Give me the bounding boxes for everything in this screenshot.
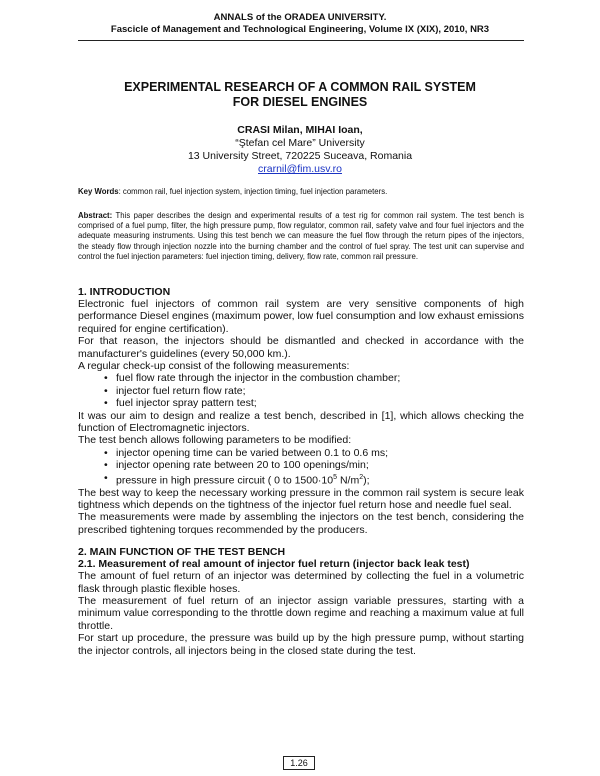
page-number: 1.26 (283, 756, 315, 770)
intro-paragraph-6: The best way to keep the necessary working pressure in the common rail system is secure leak tightness which depends on the tightness of the injector fuel return hose and needle fuel seal. (78, 486, 524, 511)
list-item: • fuel flow rate through the injector in the combustion chamber; (116, 372, 524, 384)
paper-title-line2: FOR DIESEL ENGINES (232, 95, 368, 109)
pressure-text-mid: N/m (337, 474, 360, 487)
author-address: 13 University Street, 720225 Suceava, Romania (187, 150, 413, 162)
pressure-text-post: ); (363, 474, 370, 487)
paper-title-line1: EXPERIMENTAL RESEARCH OF A COMMON RAIL SYSTEM (124, 80, 476, 94)
list-item: • fuel injector spray pattern test; (116, 397, 524, 409)
list-item: • injector opening time can be varied between 0.1 to 0.6 ms; (116, 447, 524, 459)
section2-paragraph-3: For start up procedure, the pressure was build up by the high pressure pump, without starting the injector controls, all injectors being in the closed state during the test. (78, 632, 524, 657)
intro-paragraph-7: The measurements were made by assembling the injectors on the test bench, considering the prescribed tightening torques recommended by the producers. (78, 511, 524, 536)
keywords-text: : common rail, fuel injection system, injection timing, fuel injection parameters. (118, 187, 388, 196)
abstract-text: This paper describes the design and experimental results of a test rig for common rail system. The test bench is comprised of a fuel pump, filter, the high pressure pump, flow regulator, common rail, safety valve and four fuel injectors and the adequate measuring instruments. Using this test bench we can measure the fuel flow through the return pipes of the injectors, the steady flow through injection nozzle into the burning chamber and the control of fuel spray. The test unit can supervise and control the fuel injection parameters: fuel injection timing, delivery, flow rate, common rail pressure. (78, 211, 524, 261)
author-names: CRASI Milan, MIHAI Ioan, (237, 124, 363, 136)
parameter-list (78, 447, 524, 487)
author-affiliation: “Ştefan cel Mare” University (235, 137, 365, 149)
intro-paragraph-5: The test bench allows following parameters to be modified: (78, 434, 352, 447)
measurement-list (78, 372, 524, 409)
area-exponent: 2 (359, 473, 364, 481)
abstract-label: Abstract: (78, 211, 113, 220)
journal-header-line2: Fascicle of Management and Technological Engineering, Volume IX (XIX), 2010, NR3 (110, 24, 490, 35)
intro-paragraph-3: A regular check-up consist of the following measurements: (78, 360, 350, 373)
section-heading-main-function: 2. MAIN FUNCTION OF THE TEST BENCH (78, 546, 286, 559)
journal-header (0, 12, 600, 36)
section2-paragraph-2: The measurement of fuel return of an injector assign variable pressures, starting with a minimum value corresponding to the throttle down regime and reaching a maximum value at full throttle. (78, 595, 524, 632)
keywords-label: Key Words (78, 187, 119, 196)
author-block (0, 124, 600, 176)
author-email-link[interactable]: crarnil@fim.usv.ro (258, 163, 342, 175)
paper-title (0, 80, 600, 110)
list-item: • injector opening rate between 20 to 100 openings/min; (116, 459, 524, 471)
pressure-text-pre: pressure in high pressure circuit ( 0 to 1500·10 (116, 474, 334, 487)
journal-header-line1: ANNALS of the ORADEA UNIVERSITY. (213, 12, 387, 23)
subsection-heading-fuel-return: 2.1. Measurement of real amount of injector fuel return (injector back leak test) (78, 558, 470, 571)
intro-paragraph-1: Electronic fuel injectors of common rail system are very sensitive components of high performance Diesel engines (maximum power, low fuel consumption and low exhaust emissions required for engine certification). (78, 298, 524, 335)
main-text (78, 286, 524, 657)
header-divider (78, 40, 524, 41)
list-item (116, 472, 524, 487)
section-spacer (78, 536, 524, 546)
list-item: • injector fuel return flow rate; (116, 385, 524, 397)
keywords (78, 187, 524, 197)
pressure-exponent: 5 (333, 473, 338, 481)
abstract (78, 211, 524, 262)
intro-paragraph-4: It was our aim to design and realize a test bench, described in [1], which allows checking the function of Electromagnetic injectors. (78, 409, 524, 435)
intro-paragraph-2: For that reason, the injectors should be dismantled and checked in accordance with the manufacturer's guidelines (every 50,000 km.). (78, 335, 524, 360)
section2-paragraph-1: The amount of fuel return of an injector was determined by collecting the fuel in a volumetric flask through plastic flexible hoses. (78, 570, 524, 595)
section-heading-introduction: 1. INTRODUCTION (78, 286, 171, 298)
